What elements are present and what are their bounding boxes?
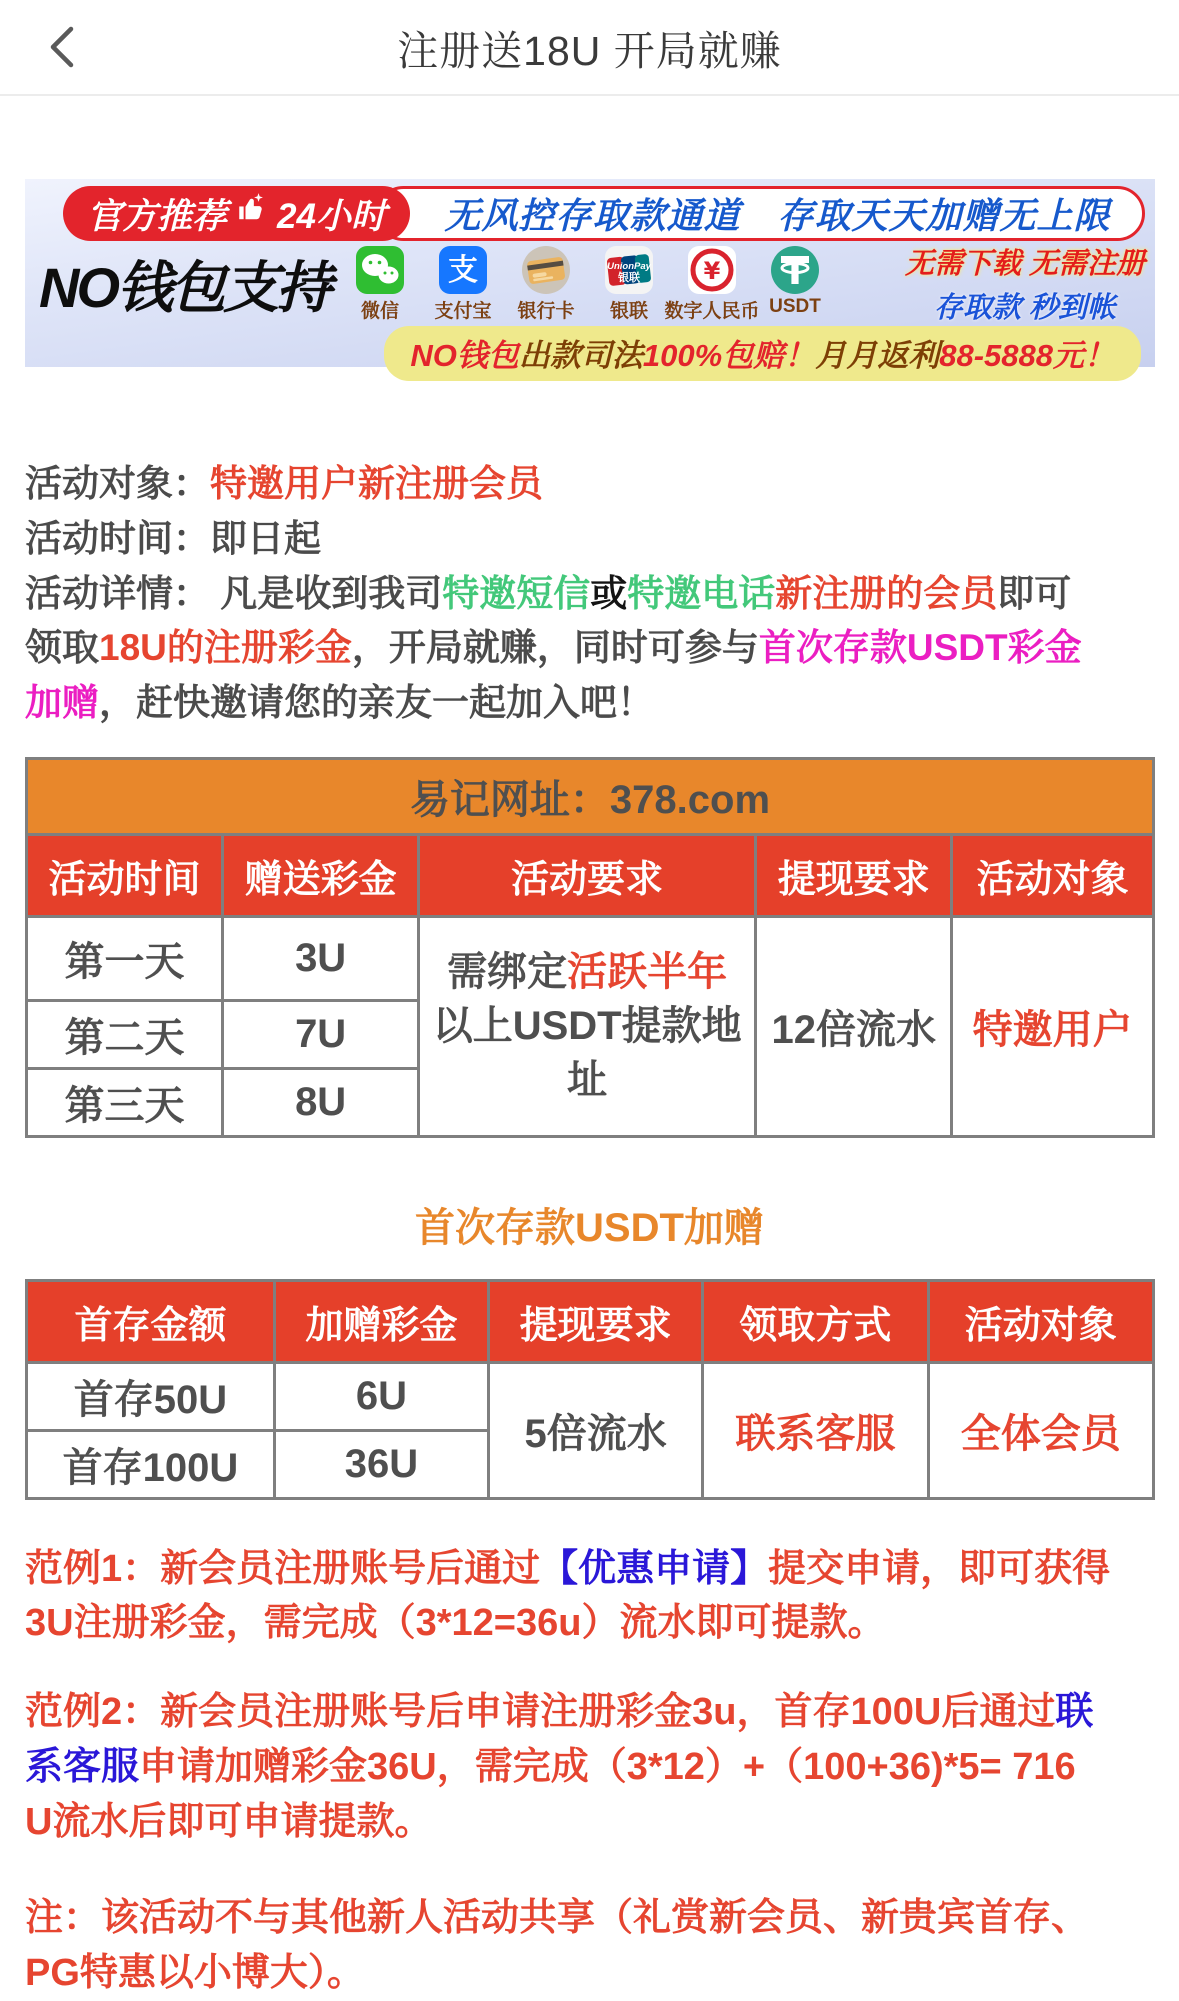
back-chevron-icon	[44, 58, 80, 73]
day-cell: 第二天	[27, 1000, 223, 1068]
page-title: 注册送18U 开局就赚	[397, 27, 782, 74]
activity-note	[25, 1891, 1154, 2000]
col-header: 活动对象	[952, 834, 1154, 916]
official-badge	[63, 186, 410, 241]
payment-label: 数字人民币	[664, 300, 760, 322]
channel-slogan: 无风控存取款通道 存取天天加赠无上限	[376, 186, 1145, 241]
back-button[interactable]	[36, 16, 88, 78]
payment-label: 银联	[609, 300, 648, 322]
target-cell: 特邀用户	[952, 916, 1154, 1136]
payment-label: 微信	[360, 300, 399, 322]
example-2-line-1: 范例2：新会员注册账号后申请注册彩金3u，首存100U后通过联	[25, 1691, 1094, 1734]
payment-label: 银行卡	[517, 300, 575, 322]
example-2	[25, 1685, 1154, 1849]
col-header: 领取方式	[703, 1280, 928, 1362]
example-2-line-3: U流水后即可申请提款。	[25, 1800, 433, 1843]
banner-middle-row	[25, 241, 1155, 326]
thumbs-up-icon	[235, 192, 269, 235]
withdraw-cell: 5倍流水	[489, 1362, 703, 1498]
payment-wechat	[343, 245, 417, 323]
first-deposit-table	[25, 1279, 1155, 1500]
svg-text:UnionPay: UnionPay	[607, 260, 651, 272]
deposit-cell: 首存50U	[27, 1362, 275, 1430]
wechat-icon	[355, 245, 405, 295]
requirement-cell: 需绑定活跃半年以上USDT提款地址	[419, 916, 756, 1136]
register-bonus-table	[25, 757, 1155, 1138]
withdraw-cell: 12倍流水	[756, 916, 952, 1136]
svg-text:银联: 银联	[618, 270, 640, 284]
promo-banner[interactable]	[25, 179, 1155, 373]
activity-info	[25, 457, 1154, 731]
col-header: 提现要求	[756, 834, 952, 916]
col-header: 活动对象	[928, 1280, 1153, 1362]
bonus-cell: 36U	[274, 1430, 488, 1498]
instant-slogan: 存取款 秒到帐	[933, 292, 1116, 324]
target-cell: 全体会员	[928, 1362, 1153, 1498]
note-line-1: 注：该活动不与其他新人活动共享（礼赏新会员、新贵宾首存、	[25, 1897, 1090, 1940]
table-header-row	[27, 834, 1154, 916]
example-1	[25, 1542, 1154, 1651]
payment-alipay	[426, 245, 500, 323]
note-line-2: PG特惠以小博大）。	[25, 1952, 365, 1995]
app-bar	[0, 0, 1179, 96]
payment-icons-row	[343, 245, 832, 323]
activity-time-line: 活动时间：即日起	[25, 517, 321, 559]
col-header: 加赠彩金	[274, 1280, 488, 1362]
bonus-cell: 3U	[223, 916, 419, 1000]
bonus-cell: 7U	[223, 1000, 419, 1068]
first-deposit-title: 首次存款USDT加赠	[415, 1205, 764, 1250]
col-header: 赠送彩金	[223, 834, 419, 916]
no-download-slogan: 无需下载 无需注册	[904, 248, 1145, 280]
bonus-cell: 8U	[223, 1068, 419, 1136]
banner-right-slogans	[905, 241, 1147, 326]
alipay-icon	[438, 245, 488, 295]
payment-unionpay	[592, 245, 666, 323]
claim-cell: 联系客服	[703, 1362, 928, 1498]
hours-label: 24小时	[277, 196, 386, 236]
payment-label: 支付宝	[434, 300, 492, 322]
deposit-cell: 首存100U	[27, 1430, 275, 1498]
example-1-line-2: 3U注册彩金，需完成（3*12=36u）流水即可提款。	[25, 1602, 886, 1645]
digital-rmb-icon	[687, 245, 737, 295]
banner-bottom-row	[25, 326, 1155, 381]
activity-detail-line-2: 领取18U的注册彩金，开局就赚，同时可参与首次存款USDT彩金	[25, 627, 1082, 669]
svg-text:支: 支	[448, 252, 478, 288]
day-cell: 第一天	[27, 916, 223, 1000]
payment-label: USDT	[769, 295, 821, 317]
usdt-tether-icon	[770, 245, 820, 295]
example-1-line-1: 范例1：新会员注册账号后通过【优惠申请】提交申请，即可获得	[25, 1547, 1111, 1590]
table-row	[27, 1362, 1154, 1430]
payment-usdt	[758, 245, 832, 323]
payment-bankcard	[509, 245, 583, 323]
banner-top-row	[63, 186, 1145, 241]
col-header: 活动时间	[27, 834, 223, 916]
table-row	[27, 916, 1154, 1000]
site-url-banner: 易记网址：378.com	[27, 758, 1154, 834]
svg-text:¥: ¥	[703, 256, 721, 285]
activity-detail-line-1: 活动详情： 凡是收到我司特邀短信或特邀电话新注册的会员即可	[25, 572, 1072, 614]
guarantee-slogan: NO钱包出款司法100%包赔！月月返利88-5888元！	[384, 326, 1141, 381]
col-header: 首存金额	[27, 1280, 275, 1362]
table-header-row	[27, 1280, 1154, 1362]
bankcard-icon	[521, 245, 571, 295]
example-2-line-2: 系客服申请加赠彩金36U，需完成（3*12）+（100+36)*5= 716	[25, 1745, 1076, 1788]
payment-digital-rmb	[664, 245, 760, 323]
official-label: 官方推荐	[87, 196, 228, 236]
wallet-title: NO钱包支持	[39, 255, 329, 319]
activity-detail-line-3: 加赠，赶快邀请您的亲友一起加入吧！	[25, 682, 654, 723]
col-header: 活动要求	[419, 834, 756, 916]
col-header: 提现要求	[489, 1280, 703, 1362]
bonus-cell: 6U	[274, 1362, 488, 1430]
day-cell: 第三天	[27, 1068, 223, 1136]
unionpay-icon	[604, 245, 654, 295]
activity-target-line: 活动对象：特邀用户新注册会员	[25, 463, 543, 504]
